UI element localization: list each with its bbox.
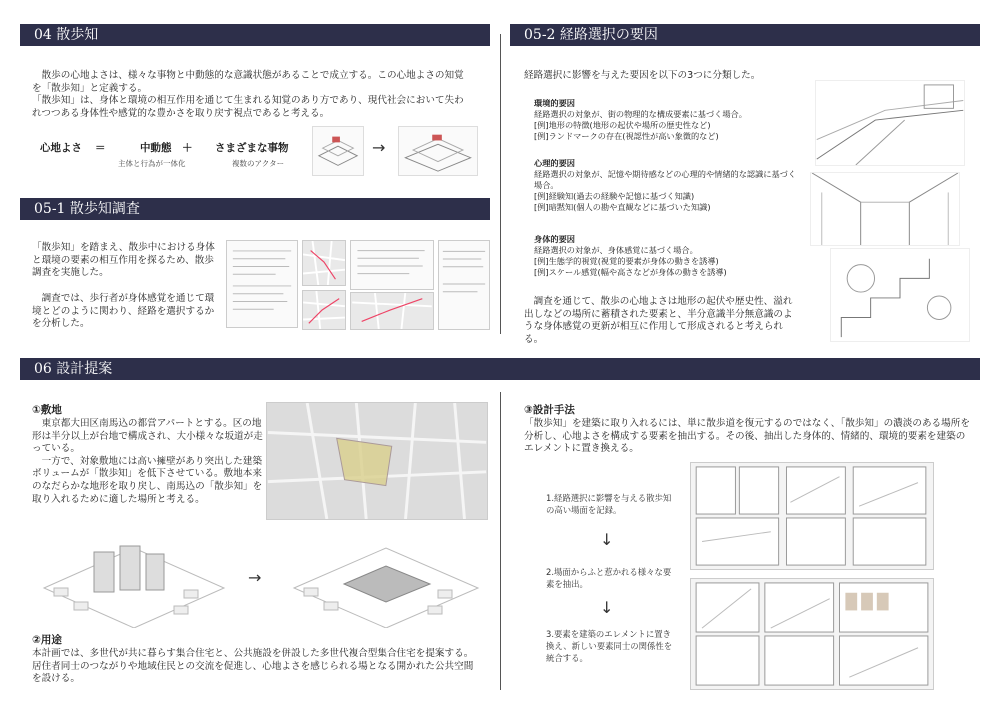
massing-before bbox=[34, 528, 234, 628]
eq-left: 心地よさ bbox=[40, 142, 82, 154]
survey-map-2 bbox=[302, 290, 346, 330]
method-step-arrow-2: ↓ bbox=[600, 598, 614, 617]
factor-psychological-title: 心理的要因 bbox=[534, 158, 575, 168]
factor-physical-line-1: 経路選択の対象が、身体感覚に基づく場合。 bbox=[534, 245, 698, 255]
section-052-header bbox=[510, 24, 980, 46]
diagram-walking-left bbox=[312, 126, 364, 176]
method-step-3: 3.要素を建築のエレメントに置き換え、新しい要素同士の関係性を統合する。 bbox=[546, 629, 673, 663]
section-06-title: 06 設計提案 bbox=[34, 361, 113, 377]
factor-environment-line-1: 経路選択の対象が、街の物理的な構成要素に基づく場合。 bbox=[534, 109, 747, 119]
site-body: 東京都大田区南馬込の都営アパートとする。区の地形は半分以上が台地で構成され、大小様々な坂道が走っている。 一方で、対象敷地には高い擁壁があり突出した建築ボリュームが「散歩知」を低下させている。敷地本来のなだらかな地形を取り戻し、南馬込の「散歩知」を取り入れるために適した場所と考える。 bbox=[32, 418, 263, 505]
eq-term1-sub: 主体と行為が一体化 bbox=[118, 159, 186, 168]
diagram-arrow: → bbox=[372, 138, 386, 157]
factor-psychological-line-2: [例]経験知(過去の経験や記憶に基づく知識) bbox=[534, 191, 695, 201]
section-04-header bbox=[20, 24, 490, 46]
section-052-intro: 経路選択に影響を与えた要因を以下の3つに分類した。 bbox=[524, 70, 761, 81]
eq-term1: 中動態 bbox=[140, 142, 172, 154]
sketch-alley bbox=[810, 172, 960, 246]
survey-notes-image bbox=[226, 240, 298, 328]
factor-psychological-line-1: 経路選択の対象が、記憶や期待感などの心理的や情緒的な認識に基づく場合。 bbox=[534, 169, 797, 190]
section-051-title: 05-1 散歩知調査 bbox=[34, 201, 140, 217]
use-title: ②用途 bbox=[32, 634, 62, 646]
method-title: ③設計手法 bbox=[524, 404, 575, 416]
sketch-stairs-plants bbox=[830, 248, 970, 342]
method-sketch-panel-1 bbox=[690, 462, 934, 570]
site-map bbox=[266, 402, 488, 520]
factor-physical-title: 身体的要因 bbox=[534, 234, 575, 244]
massing-after bbox=[284, 528, 488, 628]
eq-term2: さまざまな事物 bbox=[215, 142, 289, 154]
section-051-body1: 「散歩知」を踏まえ、散歩中における身体と環境の要素の相互作用を探るため、散歩調査を実施した。 bbox=[32, 242, 215, 279]
factor-environment bbox=[534, 98, 804, 142]
section-04-title: 04 散歩知 bbox=[34, 27, 99, 43]
eq-term2-sub: 複数のアクター bbox=[232, 159, 285, 168]
factor-psychological-line-3: [例]暗黙知(個人の勘や直観などに基づいた知識) bbox=[534, 202, 711, 212]
site-title: ①敷地 bbox=[32, 404, 62, 416]
center-divider-bottom bbox=[500, 392, 501, 690]
sketch-street-slope bbox=[815, 80, 965, 166]
section-04-body: 散歩の心地よさは、様々な事物と中動態的な意識状態があることで成立する。この心地よさの知覚を「散歩知」と定義する。 「散歩知」は、身体と環境の相互作用を通じて生まれる知覚のあり方であり、現代社会において失われつつある身体性や感覚的な豊かさを取り戻す視点であると考える。 bbox=[32, 70, 464, 119]
factor-psychological bbox=[534, 158, 796, 213]
eq-plus: ＋ bbox=[182, 142, 193, 154]
method-step-arrow-1: ↓ bbox=[600, 530, 614, 549]
method-sketch-panel-2 bbox=[690, 578, 934, 690]
factor-physical bbox=[534, 234, 804, 278]
eq-equal: ＝ bbox=[95, 142, 106, 154]
survey-notes-3 bbox=[438, 240, 490, 330]
section-052-conclusion: 調査を通じて、散歩の心地よさは地形の起伏や歴史性、溢れ出しなどの場所に蓄積された要素と、半分意識半分無意識のような身体感覚の更新が相互に作用して形成されると考えられる。 bbox=[524, 296, 793, 345]
factor-environment-title: 環境的要因 bbox=[534, 98, 575, 108]
factor-environment-line-2: [例]地形の特徴(地形の起伏や場所の歴史性など) bbox=[534, 120, 711, 130]
massing-arrow: → bbox=[248, 568, 262, 587]
survey-map-3 bbox=[350, 292, 434, 330]
method-step-2: 2.場面からふと惹かれる様々な要素を抽出。 bbox=[546, 567, 672, 589]
center-divider-top bbox=[500, 34, 501, 334]
method-step-1: 1.経路選択に影響を与える散歩知の高い場面を記録。 bbox=[546, 493, 672, 515]
section-051-header bbox=[20, 198, 490, 220]
section-06-header bbox=[20, 358, 980, 380]
diagram-walking-right bbox=[398, 126, 478, 176]
method-body: 「散歩知」を建築に取り入れるには、単に散歩道を復元するのではなく、「散歩知」の濃淡のある場所を分析し、心地よさを構成する要素を抽出する。その後、抽出した身体的、情緒的、環境的要素を建築のエレメントに置き換える。 bbox=[524, 418, 970, 455]
section-051-body2: 調査では、歩行者が身体感覚を通じて環境とどのように関わり、経路を選択するかを分析した。 bbox=[32, 293, 215, 330]
use-body: 本計画では、多世代が共に暮らす集合住宅と、公共施設を併設した多世代複合型集合住宅を提案する。 居住者同士のつながりや地域住民との交流を促進し、心地よさを感じられる場となる開かれた公共空間を設ける。 bbox=[32, 648, 477, 685]
factor-environment-line-3: [例]ランドマークの存在(視認性が高い象徴的など) bbox=[534, 131, 719, 141]
factor-physical-line-3: [例]スケール感覚(幅や高さなどが身体の動きを誘導) bbox=[534, 267, 727, 277]
factor-physical-line-2: [例]生態学的視覚(視覚的要素が身体の動きを誘導) bbox=[534, 256, 719, 266]
survey-map-1 bbox=[302, 240, 346, 286]
survey-notes-2 bbox=[350, 240, 434, 290]
section-052-title: 05-2 経路選択の要因 bbox=[524, 27, 658, 43]
